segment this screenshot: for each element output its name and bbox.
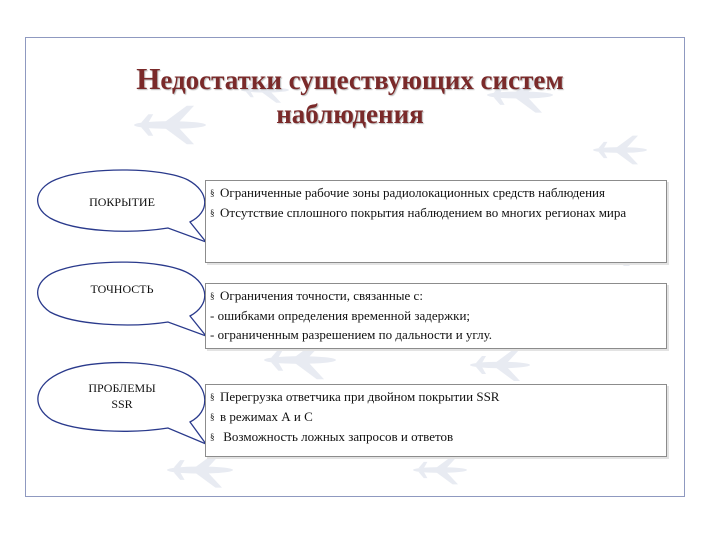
bubble-coverage-label	[62, 194, 182, 210]
bullet-icon: §	[210, 188, 215, 198]
coverage-item-text: Отсутствие сплошного покрытия наблюдением во многих регионах мира	[220, 205, 627, 220]
bubble-accuracy-line1: ТОЧНОСТЬ	[90, 282, 154, 296]
ssr-item-text: Перегрузка ответчика при двойном покрытии SSR	[220, 389, 500, 404]
bubble-ssr-line1: ПРОБЛЕМЫ	[88, 381, 156, 395]
bullet-icon: §	[210, 291, 215, 301]
title-first-letter: Н	[136, 61, 161, 96]
title-line1-rest: едостатки существующих систем	[160, 65, 564, 95]
ssr-item-text: в режимах А и С	[220, 409, 313, 424]
bullet-icon: §	[210, 432, 215, 442]
list-item	[210, 286, 662, 306]
ssr-item-text: Возможность ложных запросов и ответов	[220, 429, 454, 444]
slide-title-line2: наблюдения	[276, 99, 424, 129]
list-item	[210, 387, 662, 407]
accuracy-list	[210, 286, 662, 344]
bullet-icon: §	[210, 392, 215, 402]
ssr-box	[205, 384, 667, 457]
bubble-ssr-line2: SSR	[111, 397, 133, 411]
bullet-icon: §	[210, 208, 215, 218]
list-item	[210, 407, 662, 427]
coverage-list	[210, 183, 662, 223]
list-item	[210, 427, 662, 447]
accuracy-box	[205, 283, 667, 349]
accuracy-intro-text: Ограничения точности, связанные с:	[220, 288, 423, 303]
ssr-list	[210, 387, 662, 447]
coverage-item-text: Ограниченные рабочие зоны радиолокационных средств наблюдения	[220, 185, 605, 200]
list-item	[210, 183, 662, 203]
bubble-ssr-label	[62, 380, 182, 412]
coverage-box	[205, 180, 667, 263]
bullet-icon: §	[210, 412, 215, 422]
list-item: - ограниченным разрешением по дальности и углу.	[210, 327, 493, 342]
bubble-accuracy-label	[62, 281, 182, 297]
bubble-accuracy-shape	[38, 262, 206, 336]
list-item	[210, 203, 662, 223]
list-item: - ошибками определения временной задержки;	[210, 308, 471, 323]
bubble-coverage-line1: ПОКРЫТИЕ	[89, 195, 155, 209]
